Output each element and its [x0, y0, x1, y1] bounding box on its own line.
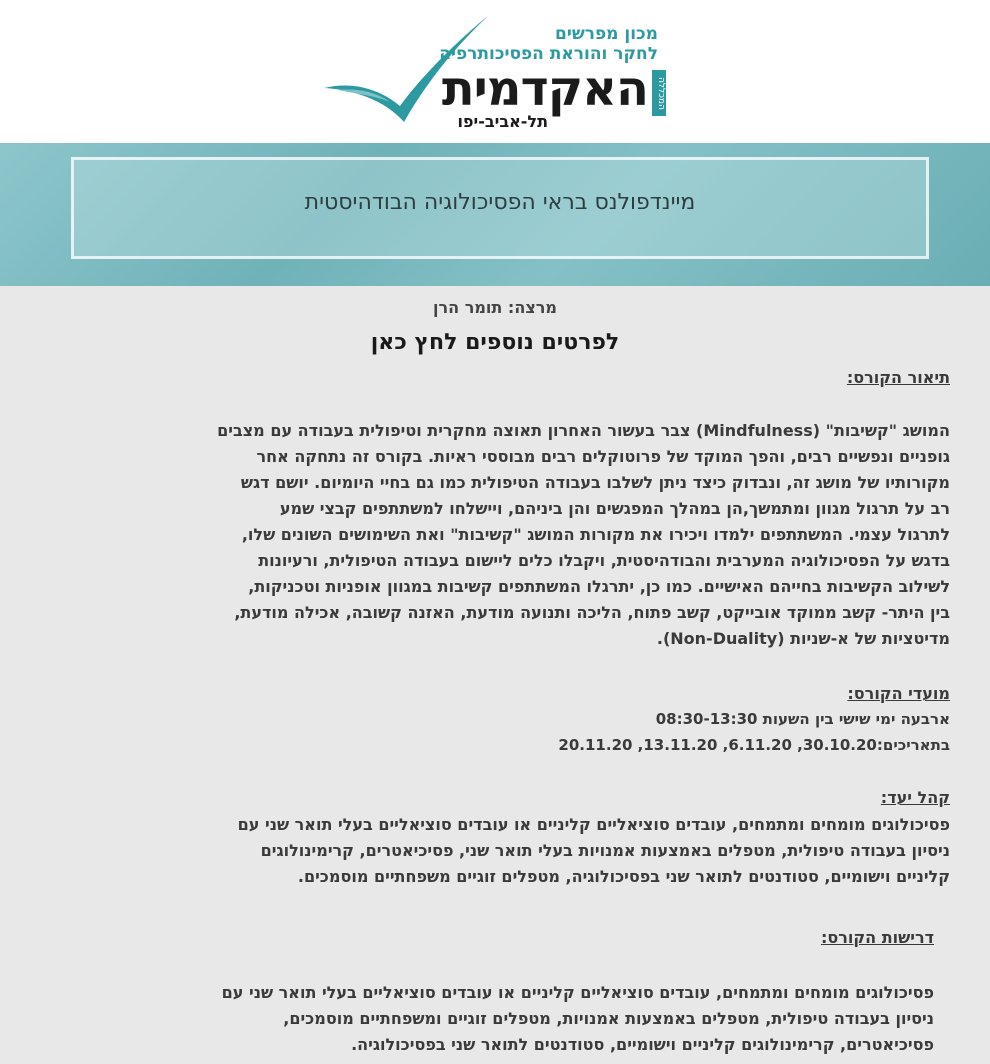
description-line: לשילוב הקשיבות בחייהם האישיים. כמו כן, יתרגלו המשתתפים קשיבות במגוון אופניות וטכניקות, [248, 577, 950, 596]
logo-tagline-2: לחקר והוראת הפסיכותרפיה [439, 44, 658, 64]
description-line: מקורותיו של מושג זה, ונבדוק כיצד ניתן לשלבו בעבודה הטיפולית כמו גם בחיי היומיום. יושם דגש [240, 473, 950, 492]
requirements-heading: דרישות הקורס: [820, 928, 934, 947]
schedule-dates: בתאריכים:30.10.20, 6.11.20, 13.11.20, 20.11.20 [558, 736, 950, 754]
description-line: רב על תרגול מגוון ומתמשך,הן במהלך המפגשים והן ביניהם, ויישלחו למשתתפים קבצי שמע [279, 499, 950, 518]
institution-logo[interactable] [318, 10, 670, 132]
schedule-heading: מועדי הקורס: [847, 684, 950, 703]
description-line: בדגש על הפסיכולוגיה המערבית והבודהיסטית, ויקבלו כלים ליישום בעבודה הטיפולית, ורעיונות [258, 551, 950, 570]
header [0, 0, 990, 143]
audience-line: קליניים וישומיים, סטודנטים לתואר שני בפסיכולוגיה, מטפלים זוגיים משפחתיים מוסמכים. [297, 867, 950, 886]
requirements-line: פסיכולוגים מומחים ומתמחים, עובדים סוציאליים קליניים או עובדים סוציאליים בעלי תואר שני עם [221, 983, 934, 1002]
description-line: בין היתר- קשב ממוקד אובייקט, קשב פתוח, הליכה ותנועה מודעת, האזנה קשובה, אכילה מודעת, [234, 603, 950, 622]
audience-line: פסיכולוגים מומחים ומתמחים, עובדים סוציאליים קליניים או עובדים סוציאליים בעלי תואר שני עם [237, 815, 950, 834]
schedule-hours: ארבעה ימי שישי בין השעות 08:30-13:30 [655, 710, 950, 728]
requirements-line: פסיכיאטרים, קרימינולוגים קליניים וישומיים, סטודנטים לתואר שני בפסיכולוגיה. [351, 1035, 934, 1054]
lecturer: מרצה: תומר הרן [433, 298, 557, 317]
audience-text [110, 812, 950, 890]
requirements-text [74, 980, 934, 1058]
audience-line: ניסיון בעבודה טיפולית, מטפלים באמצעות אמנויות בעלי תואר שני, פסיכיאטרים, קרימינולוגים [260, 841, 950, 860]
logo-vertical-label: המכללה [652, 70, 666, 116]
requirements-line: ניסיון בעבודה טיפולית, מטפלים באמצעות אמנויות, מטפלים זוגיים ומשפחתיים מוסמכים, [283, 1009, 934, 1028]
logo-name: האקדמית [441, 61, 648, 117]
logo-city: תל-אביב-יפו [457, 112, 548, 131]
course-banner [0, 143, 990, 286]
course-title: מיינדפולנס בראי הפסיכולוגיה הבודהיסטית [304, 190, 696, 215]
banner-frame [71, 157, 929, 259]
audience-heading: קהל יעד: [880, 788, 950, 807]
description-heading: תיאור הקורס: [846, 368, 950, 387]
description-line: לתרגול עצמי. המשתתפים ילמדו ויכירו את מקורות המושג "קשיבות" ואת השימושים השונים שלו, [241, 525, 950, 544]
description-text [110, 418, 950, 652]
more-details-link[interactable]: לפרטים נוספים לחץ כאן [370, 330, 620, 355]
description-line: מדיטציות של א-שניות (Non-Duality). [656, 629, 950, 648]
logo-tagline-1: מכון מפרשים [555, 24, 658, 44]
description-line: גופניים ונפשיים רבים, והפך המוקד של פרוטוקלים רבים מבוססי ראיות. בקורס זה נתחקה אחר [256, 447, 950, 466]
course-details [0, 286, 990, 1064]
description-line: המושג "קשיבות" (Mindfulness) צבר בעשור האחרון תאוצה מחקרית וטיפולית בעבודה עם מצבים [217, 421, 950, 440]
